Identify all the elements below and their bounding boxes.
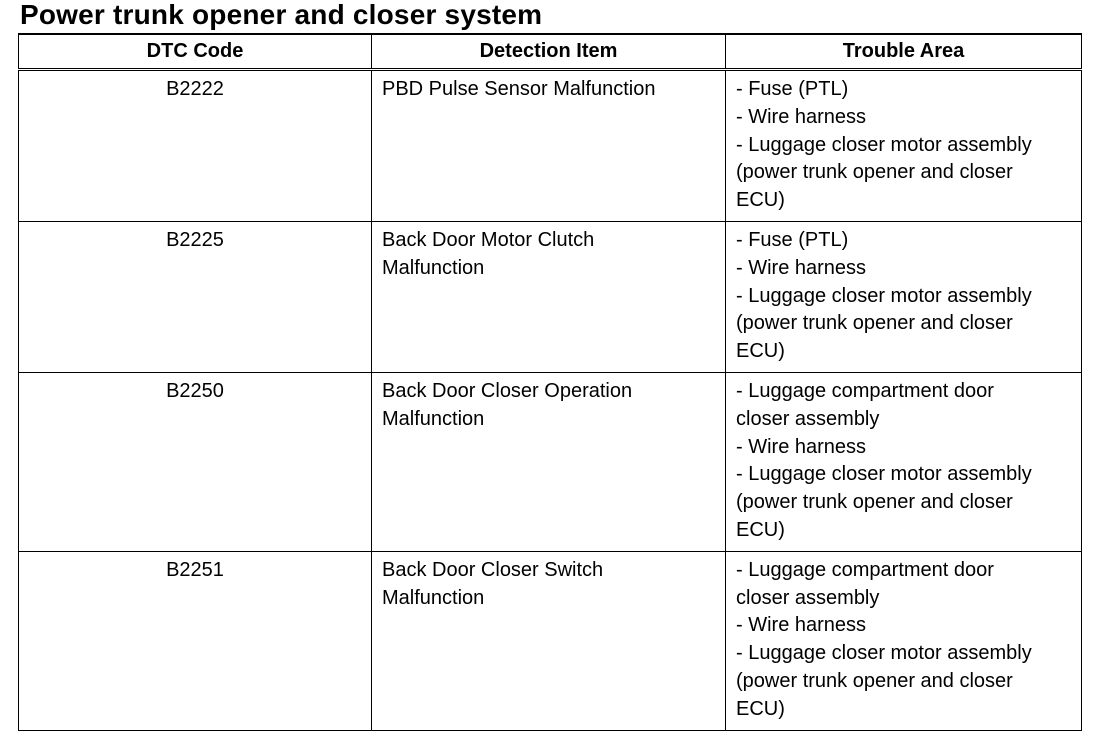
detection-item-line: Malfunction xyxy=(382,586,485,609)
header-trouble-area: Trouble Area xyxy=(726,34,1082,70)
dtc-code: B2250 xyxy=(166,379,224,402)
trouble-area-cell xyxy=(726,221,1082,372)
trouble-area-line: - Fuse (PTL) xyxy=(736,78,849,100)
trouble-area-line: - Wire harness xyxy=(736,435,867,458)
trouble-area-line: ECU) xyxy=(736,697,785,720)
trouble-area-line: (power trunk opener and closer xyxy=(736,669,1013,692)
table-row xyxy=(19,70,1082,222)
page-title: Power trunk opener and closer system xyxy=(20,0,543,30)
detection-item-line: PBD Pulse Sensor Malfunction xyxy=(382,78,656,100)
trouble-area-line: - Fuse (PTL) xyxy=(736,228,849,251)
trouble-area-line: ECU) xyxy=(736,518,785,541)
detection-item-line: Back Door Closer Operation xyxy=(382,379,633,402)
trouble-area-line: - Wire harness xyxy=(736,105,867,128)
trouble-area-line: - Luggage closer motor assembly xyxy=(736,642,1032,665)
detection-item-cell xyxy=(372,70,726,222)
dtc-code-cell xyxy=(19,221,372,372)
dtc-code: B2225 xyxy=(166,228,224,251)
trouble-area-line: closer assembly xyxy=(736,586,880,609)
trouble-area-cell xyxy=(726,551,1082,730)
trouble-area-line: - Wire harness xyxy=(736,614,867,637)
detection-item-line: Malfunction xyxy=(382,407,485,430)
trouble-area-line: ECU) xyxy=(736,189,785,212)
detection-item-line: Back Door Motor Clutch xyxy=(382,228,595,251)
dtc-code-cell xyxy=(19,551,372,730)
trouble-area-cell xyxy=(726,372,1082,551)
dtc-code: B2222 xyxy=(166,78,224,100)
trouble-area-line: - Luggage closer motor assembly xyxy=(736,284,1032,307)
trouble-area-line: - Luggage closer motor assembly xyxy=(736,463,1032,486)
header-detection-item: Detection Item xyxy=(372,34,726,70)
trouble-area-line: - Luggage compartment door xyxy=(736,379,994,402)
dtc-table xyxy=(18,33,1082,731)
dtc-code-cell xyxy=(19,70,372,222)
detection-item-line: Back Door Closer Switch xyxy=(382,558,604,581)
table-row xyxy=(19,372,1082,551)
trouble-area-line: - Luggage compartment door xyxy=(736,558,994,581)
detection-item-cell xyxy=(372,372,726,551)
detection-item-cell xyxy=(372,551,726,730)
table-row xyxy=(19,221,1082,372)
detection-item-line: Malfunction xyxy=(382,256,485,279)
trouble-area-line: (power trunk opener and closer xyxy=(736,312,1013,335)
trouble-area-line: - Luggage closer motor assembly xyxy=(736,133,1032,156)
trouble-area-line: ECU) xyxy=(736,340,785,363)
dtc-code: B2251 xyxy=(166,558,224,581)
trouble-area-cell xyxy=(726,70,1082,222)
detection-item-cell xyxy=(372,221,726,372)
trouble-area-line: - Wire harness xyxy=(736,256,867,279)
table-header-row xyxy=(19,34,1082,70)
trouble-area-line: (power trunk opener and closer xyxy=(736,161,1013,184)
dtc-code-cell xyxy=(19,372,372,551)
trouble-area-line: (power trunk opener and closer xyxy=(736,491,1013,514)
header-dtc-code: DTC Code xyxy=(19,34,372,70)
trouble-area-line: closer assembly xyxy=(736,407,880,430)
table-row xyxy=(19,551,1082,730)
